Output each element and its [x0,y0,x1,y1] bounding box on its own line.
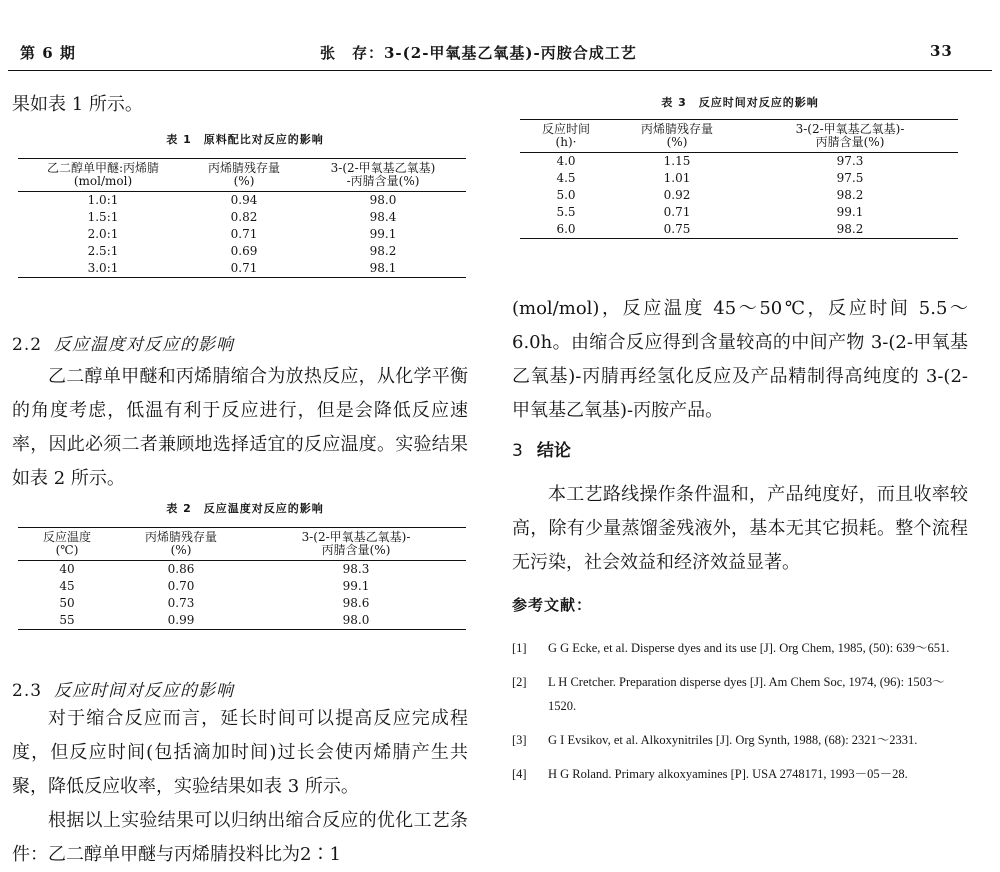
table1-cell: 98.0 [369,193,397,207]
paragraph-2-2 [12,360,468,496]
table2-row [18,561,466,579]
reference-item [512,762,968,786]
table3-row [520,170,958,187]
table-header-row [18,159,466,192]
section-number: 3 [512,441,523,461]
table3-cell: 99.1 [836,205,864,219]
table2-cell: 0.99 [167,613,195,627]
table-header-row [520,120,958,153]
table1-cell: 98.4 [369,210,397,224]
table1-cell: 0.94 [230,193,258,207]
table2-cell: 0.86 [167,562,195,576]
table1-cell: 0.69 [230,244,258,258]
table3-cell: 4.5 [556,171,576,185]
table1-cell: 0.82 [230,210,258,224]
header-rule [8,70,992,71]
table2-header-residual: 丙烯腈残存量 (%) [144,530,217,557]
reference-item [512,728,968,752]
table3-cell: 97.5 [836,171,864,185]
section-number: 2.3 [12,681,43,701]
table2-row [18,578,466,595]
table1-cell: 98.2 [369,244,397,258]
running-header-title: 张 存：3-(2-甲氧基乙氧基)-丙胺合成工艺 [320,44,637,62]
section-title: 结论 [536,441,571,461]
table2-cell: 99.1 [342,579,370,593]
table1-cell: 1.0:1 [87,193,119,207]
table-2 [18,527,466,630]
reference-item [512,636,968,660]
reference-number: [3] [512,733,527,747]
table3-caption: 表 3 反应时间对反应的影响 [661,96,819,109]
table2-cell: 55 [59,613,75,627]
table1-row [18,226,466,243]
table3-cell: 6.0 [556,222,576,236]
reference-text: G G Ecke, et al. Disperse dyes and its use [J]. Org Chem, 1985, (50): 639～651. [548,641,950,655]
table1-cell: 2.0:1 [87,227,119,241]
table1-row [18,260,466,278]
body-text: 对于缩合反应而言，延长时间可以提高反应完成程度，但反应时间(包括滴加时间)过长会使丙烯腈产生共聚，降低反应收率，实验结果如表 3 所示。 [12,708,468,797]
table2-cell: 0.70 [167,579,195,593]
table1-cell: 1.5:1 [87,210,119,224]
table3-cell: 1.01 [663,171,691,185]
table1-cell: 2.5:1 [87,244,119,258]
table2-cell: 45 [59,579,75,593]
intro-line: 果如表 1 所示。 [12,94,143,115]
table1-cell: 98.1 [369,261,397,275]
table1-header-content: 3-(2-甲氧基乙氧基) -丙腈含量(%) [330,161,436,188]
table3-cell: 0.92 [663,188,691,202]
table2-cell: 40 [59,562,75,576]
reference-text: H G Roland. Primary alkoxyamines [P]. USA 2748171, 1993－05－28. [548,767,908,781]
table3-header-time: 反应时间 (h)· [541,122,590,149]
table3-row [520,153,958,171]
table2-header-content: 3-(2-甲氧基乙氧基)- 丙腈含量(%) [301,530,411,557]
reference-item [512,670,968,718]
running-header-issue: 第 6 期 [20,44,76,62]
table1-cell: 0.71 [230,261,258,275]
body-text: 根据以上实验结果可以归纳出缩合反应的优化工艺条件：乙二醇单甲醚与丙烯腈投料比为2∶1 [12,810,468,865]
references-heading: 参考文献： [512,596,593,614]
table3-header-residual: 丙烯腈残存量 (%) [640,122,713,149]
table3-cell: 1.15 [663,154,691,168]
table2-cell: 0.73 [167,596,195,610]
table1-caption: 表 1 原料配比对反应的影响 [166,133,324,146]
section-number: 2.2 [12,335,43,355]
table3-header-content: 3-(2-甲氧基乙氧基)- 丙腈含量(%) [795,122,905,149]
reference-number: [4] [512,767,527,781]
table1-cell: 3.0:1 [87,261,119,275]
table1-header-residual: 丙烯腈残存量 (%) [207,161,280,188]
table2-caption: 表 2 反应温度对反应的影响 [166,502,324,515]
reference-list [512,636,968,796]
table3-cell: 0.75 [663,222,691,236]
table3-cell: 5.5 [556,205,576,219]
table2-cell: 98.3 [342,562,370,576]
body-text: 乙二醇单甲醚和丙烯腈缩合为放热反应，从化学平衡的角度考虑，低温有利于反应进行，但是会降低反应速率，因此必须二者兼顾地选择适宜的反应温度。实验结果如表 2 所示。 [12,366,468,489]
table2-row [18,595,466,612]
table3-cell: 98.2 [836,188,864,202]
table2-row [18,612,466,630]
reference-text: G I Evsikov, et al. Alkoxynitriles [J]. Org Synth, 1988, (68): 2321～2331. [548,733,918,747]
table3-cell: 97.3 [836,154,864,168]
table2-cell: 50 [59,596,75,610]
reference-text: L H Cretcher. Preparation disperse dyes [J]. Am Chem Soc, 1974, (96): 1503～1520. [548,675,945,713]
section-title: 反应温度对反应的影响 [54,335,235,355]
body-text: 本工艺路线操作条件温和，产品纯度好，而且收率较高，除有少量蒸馏釜残液外，基本无其它损耗。整个流程无污染，社会效益和经济效益显著。 [512,484,968,573]
table-1 [18,158,466,278]
table-3 [520,119,958,239]
table1-cell: 0.71 [230,227,258,241]
paragraph-continued [512,292,968,428]
table3-row [520,221,958,239]
section-2-2-heading [12,330,234,355]
table3-cell: 5.0 [556,188,576,202]
table1-row [18,192,466,210]
reference-number: [1] [512,641,527,655]
table1-header-ratio: 乙二醇单甲醚:丙烯腈 (mol/mol) [46,161,160,188]
table1-cell: 99.1 [369,227,397,241]
page-number: 33 [930,42,953,60]
body-text: (mol/mol)，反应温度 45～50℃，反应时间 5.5～6.0h。由缩合反应得到含量较高的中间产物 3-(2-甲氧基乙氧基)-丙腈再经氢化反应及产品精制得高纯度的 3-(2-甲氧基乙氧基)-丙胺产品。 [512,298,968,421]
section-3-heading [512,436,571,461]
table1-row [18,243,466,260]
table1-row [18,209,466,226]
table3-cell: 4.0 [556,154,576,168]
table2-cell: 98.6 [342,596,370,610]
section-2-3-heading [12,676,234,701]
table2-cell: 98.0 [342,613,370,627]
reference-number: [2] [512,675,527,689]
table3-row [520,187,958,204]
table3-row [520,204,958,221]
table2-header-temp: 反应温度 (℃) [42,530,91,557]
table3-cell: 0.71 [663,205,691,219]
table3-cell: 98.2 [836,222,864,236]
paragraph-conclusion [512,478,968,580]
section-title: 反应时间对反应的影响 [54,681,235,701]
table-header-row [18,528,466,561]
paragraph-2-3 [12,702,468,872]
